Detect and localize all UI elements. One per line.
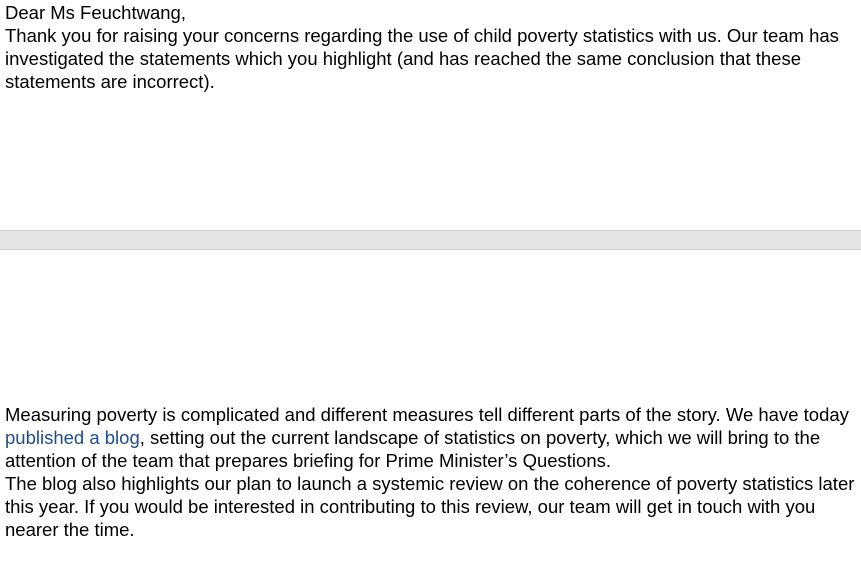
salutation: Dear Ms Feuchtwang, — [5, 2, 186, 23]
published-blog-link[interactable]: published a blog — [5, 427, 140, 448]
letter-bottom-section — [5, 403, 855, 541]
paragraph-concerns: Thank you for raising your concerns regarding the use of child poverty statistics with us. Our team has investigated the statements which you highlight (and has reached the same conclusion that these statements are incorrect). — [5, 25, 839, 92]
paragraph-measuring-poverty — [5, 403, 855, 472]
paragraph-systemic-review: The blog also highlights our plan to launch a systemic review on the coherence of poverty statistics later this year. If you would be interested in contributing to this review, our team will get in touch with you nearer the time. — [5, 473, 855, 540]
paragraph-text-end: , setting out the current landscape of statistics on poverty, which we will bring to the attention of the team that prepares briefing for Prime Minister’s Questions. — [5, 427, 821, 471]
paragraph-text-start: Measuring poverty is complicated and different measures tell different parts of the story. We have today — [5, 404, 849, 425]
letter-top-section — [5, 1, 855, 93]
page-break-band — [0, 230, 861, 250]
